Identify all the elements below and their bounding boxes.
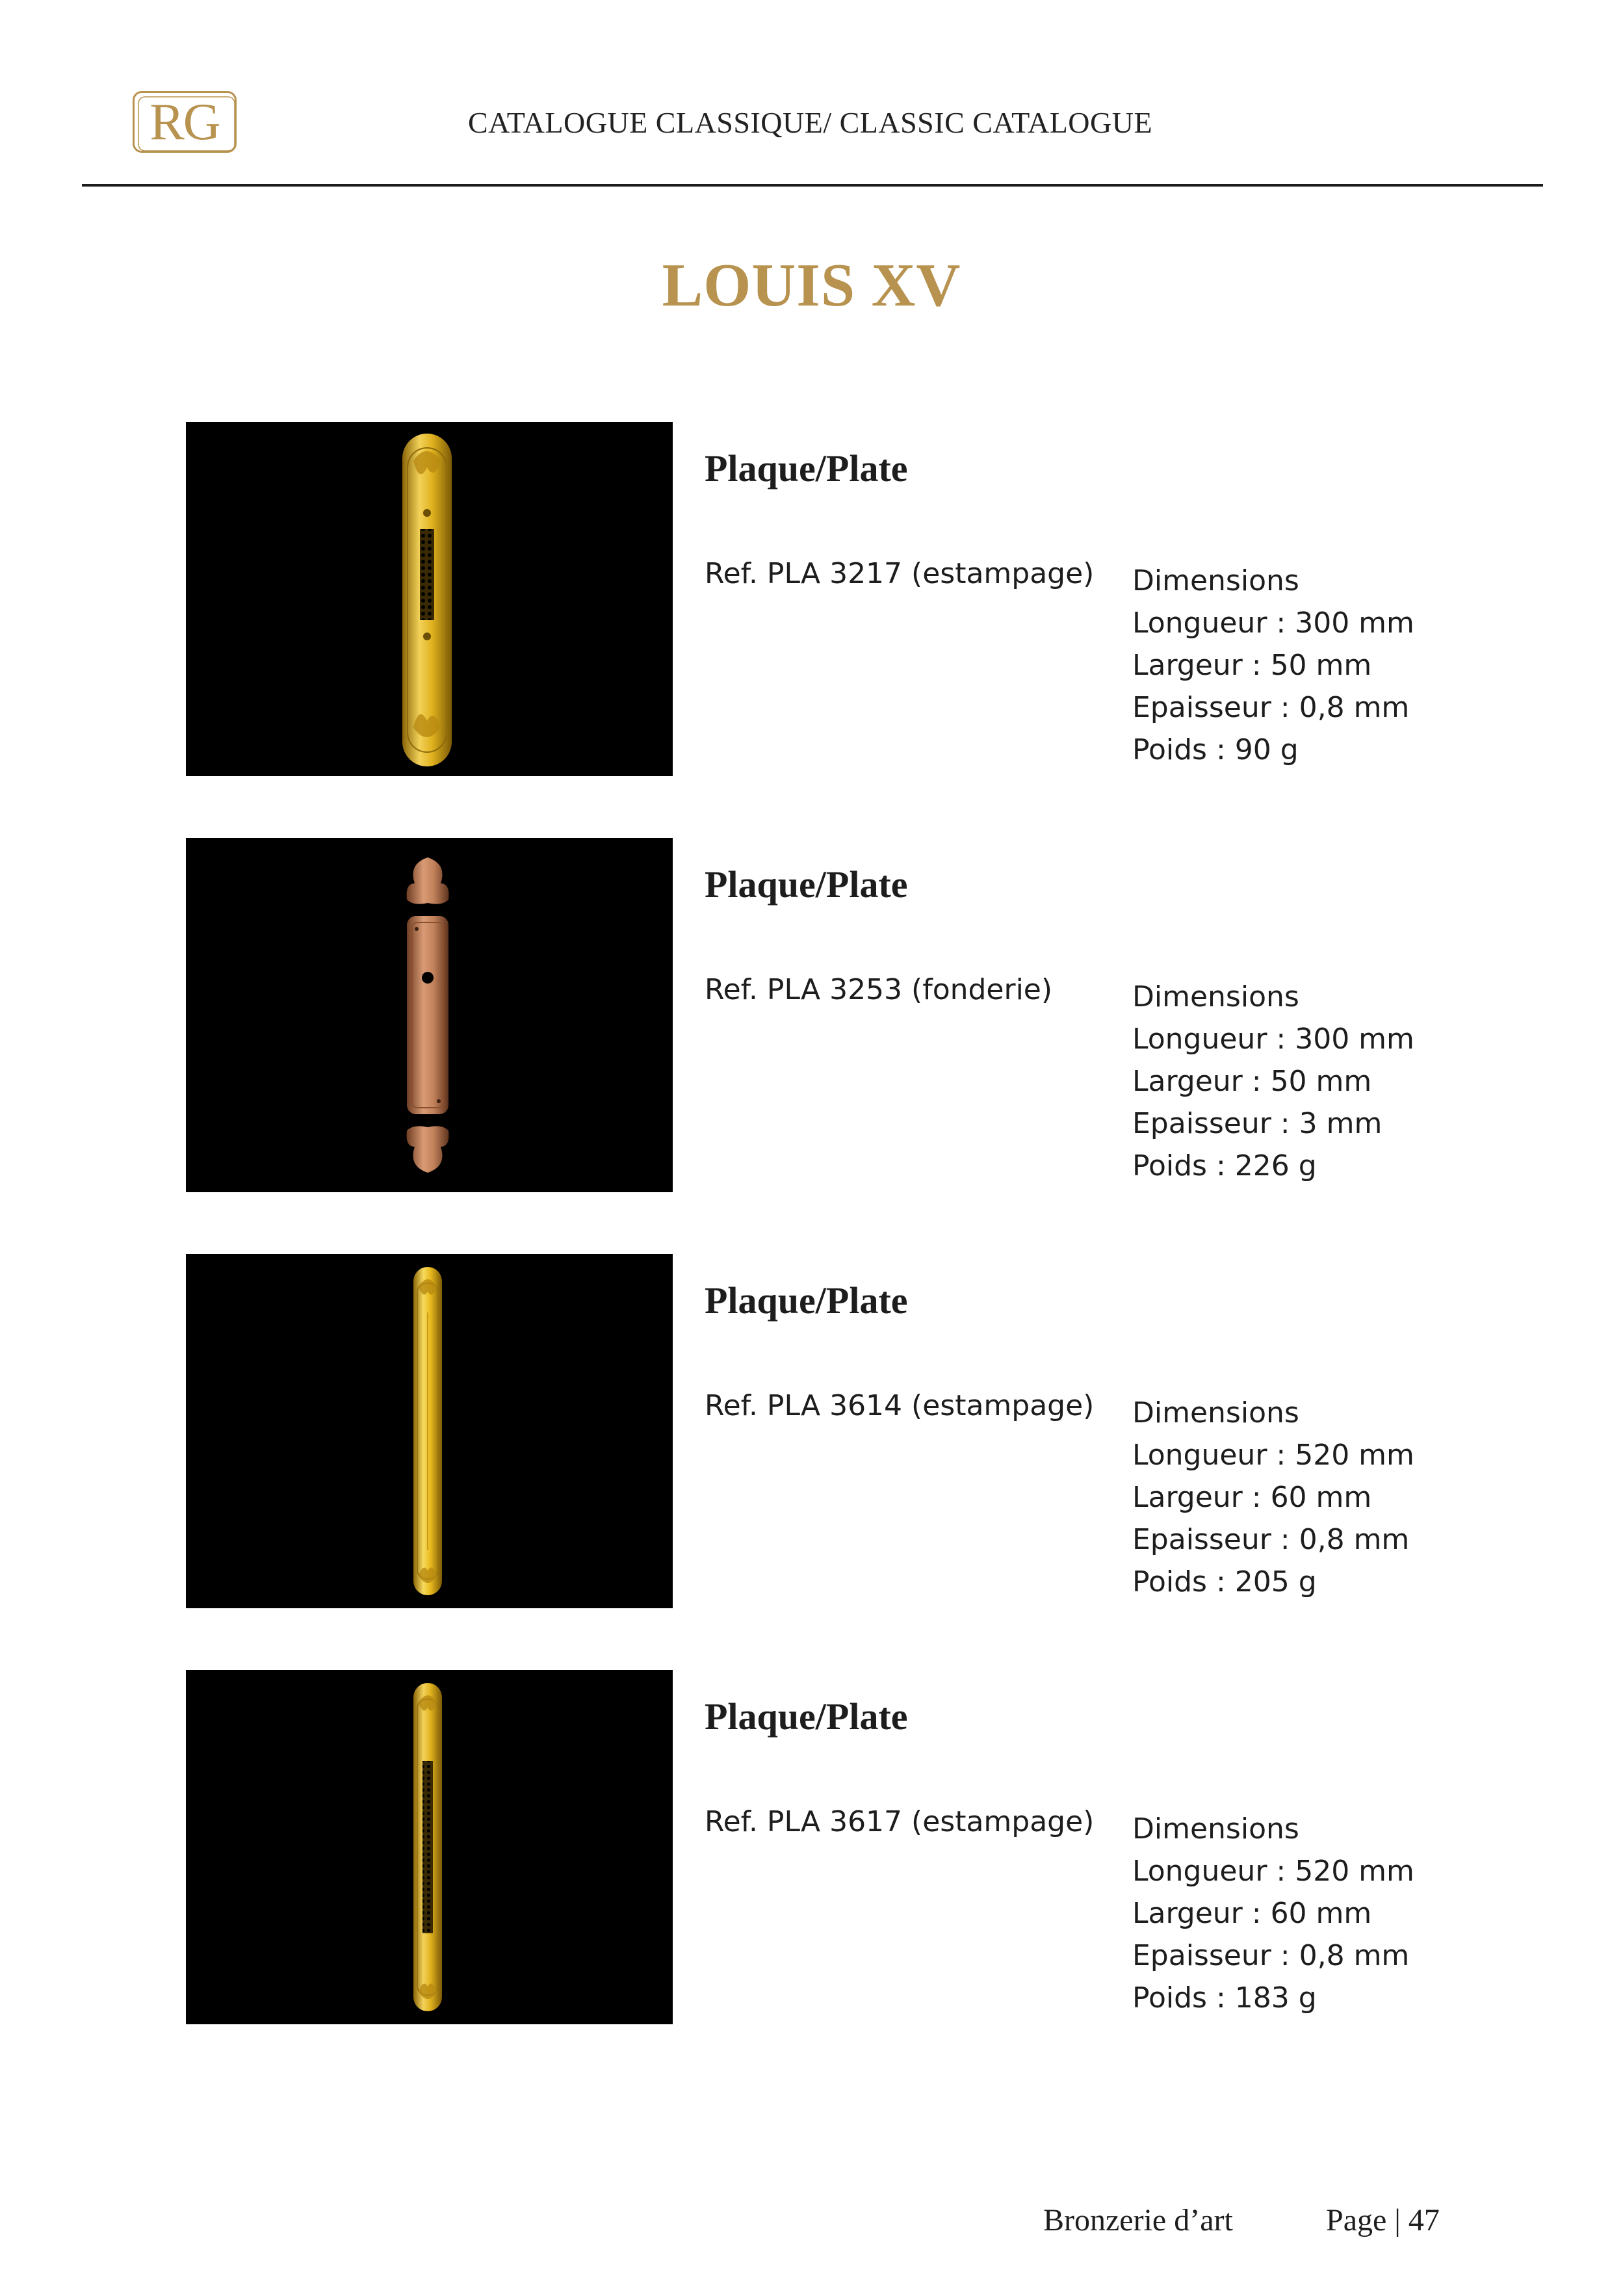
product-photo bbox=[186, 422, 673, 776]
dimension-weight: Poids : 183 g bbox=[1132, 1981, 1317, 2015]
dimension-length: Longueur : 300 mm bbox=[1132, 1023, 1414, 1056]
dimension-length: Longueur : 520 mm bbox=[1132, 1855, 1414, 1888]
product-name: Plaque/Plate bbox=[705, 1279, 908, 1322]
product-dimensions bbox=[1132, 976, 1414, 1187]
logo-text: RG bbox=[149, 93, 220, 151]
product-card bbox=[0, 1254, 1623, 1608]
rg-logo bbox=[133, 91, 237, 153]
page-number: Page | 47 bbox=[1326, 2203, 1440, 2237]
dimension-thickness: Epaisseur : 0,8 mm bbox=[1132, 1939, 1410, 1972]
dimension-thickness: Epaisseur : 0,8 mm bbox=[1132, 1523, 1410, 1556]
dimension-weight: Poids : 226 g bbox=[1132, 1149, 1317, 1182]
header-divider bbox=[82, 184, 1543, 187]
catalogue-header-title: CATALOGUE CLASSIQUE/ CLASSIC CATALOGUE bbox=[468, 106, 1153, 139]
product-name: Plaque/Plate bbox=[705, 863, 908, 906]
gold-long-plate-icon bbox=[186, 1254, 673, 1608]
product-photo bbox=[186, 1254, 673, 1608]
product-name: Plaque/Plate bbox=[705, 1695, 908, 1738]
dimensions-heading: Dimensions bbox=[1132, 564, 1299, 597]
page-title: LOUIS XV bbox=[662, 252, 961, 319]
dimension-thickness: Epaisseur : 3 mm bbox=[1132, 1107, 1383, 1140]
product-dimensions bbox=[1132, 560, 1414, 771]
dimension-weight: Poids : 205 g bbox=[1132, 1565, 1317, 1598]
dimension-thickness: Epaisseur : 0,8 mm bbox=[1132, 691, 1410, 724]
dimension-width: Largeur : 50 mm bbox=[1132, 1065, 1372, 1098]
dimensions-heading: Dimensions bbox=[1132, 1396, 1299, 1429]
product-dimensions bbox=[1132, 1392, 1414, 1603]
product-reference: Ref. PLA 3617 (estampage) bbox=[705, 1805, 1095, 1838]
product-photo bbox=[186, 1670, 673, 2024]
dimensions-heading: Dimensions bbox=[1132, 1812, 1299, 1846]
product-photo bbox=[186, 838, 673, 1192]
dimension-weight: Poids : 90 g bbox=[1132, 733, 1299, 766]
product-card bbox=[0, 1670, 1623, 2024]
dimension-width: Largeur : 60 mm bbox=[1132, 1897, 1372, 1930]
gold-plate-grille-icon bbox=[186, 422, 673, 776]
dimension-width: Largeur : 60 mm bbox=[1132, 1481, 1372, 1514]
product-name: Plaque/Plate bbox=[705, 447, 908, 489]
product-card bbox=[0, 838, 1623, 1192]
dimension-length: Longueur : 300 mm bbox=[1132, 607, 1414, 640]
bronze-rocaille-plate-icon bbox=[186, 838, 673, 1192]
product-dimensions bbox=[1132, 1808, 1414, 2019]
dimension-width: Largeur : 50 mm bbox=[1132, 649, 1372, 682]
dimension-length: Longueur : 520 mm bbox=[1132, 1439, 1414, 1472]
product-reference: Ref. PLA 3614 (estampage) bbox=[705, 1389, 1095, 1422]
product-reference: Ref. PLA 3217 (estampage) bbox=[705, 557, 1095, 590]
footer-brand: Bronzerie d’art bbox=[1043, 2203, 1233, 2237]
dimensions-heading: Dimensions bbox=[1132, 980, 1299, 1013]
product-card bbox=[0, 422, 1623, 776]
product-reference: Ref. PLA 3253 (fonderie) bbox=[705, 973, 1053, 1006]
gold-long-plate-grille-icon bbox=[186, 1670, 673, 2024]
